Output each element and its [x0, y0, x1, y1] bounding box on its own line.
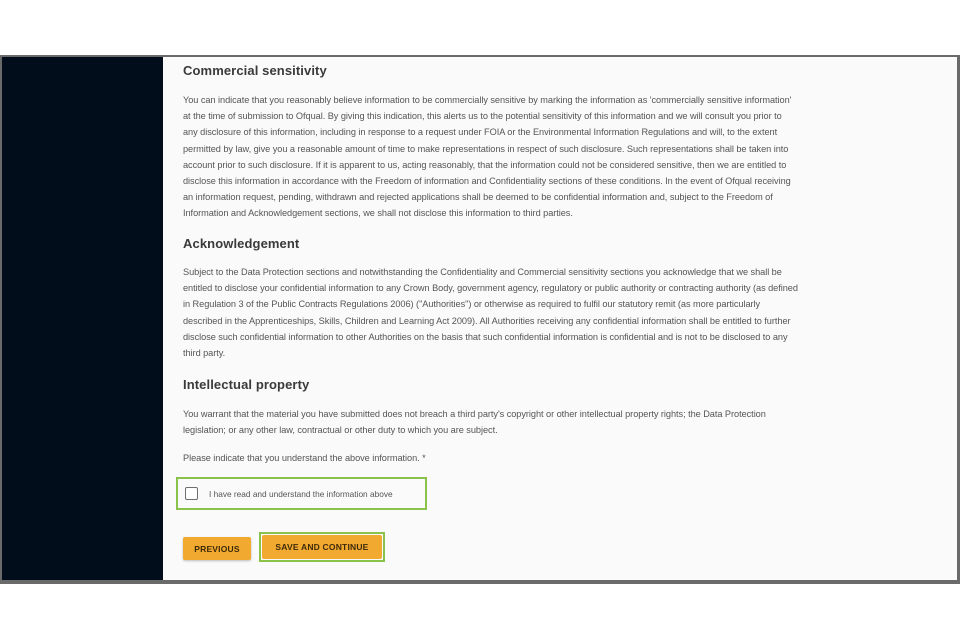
- section-title-intellectual-property: Intellectual property: [183, 377, 310, 392]
- understand-checkbox-label[interactable]: I have read and understand the information above: [209, 488, 393, 499]
- text-line: You can indicate that you reasonably believe information to be commercially sensitive by marking the information as 'commercially sensitive information': [183, 95, 792, 105]
- text-line: any disclosure of this information, including in response to a request under FOIA or the Environmental Information Regulations and will, to the extent: [183, 127, 778, 138]
- understand-prompt: [183, 450, 943, 466]
- text-line: Information and Acknowledgement sections, we shall not disclose this information to third parties.: [183, 208, 573, 219]
- section-body-acknowledgement: [183, 264, 943, 361]
- text-line: an information request, pending, withdrawn and rejected applications shall be deemed to be confidential information and, subject to the Freedom of: [183, 192, 773, 203]
- text-line: Subject to the Data Protection sections and notwithstanding the Confidentiality and Commercial sensitivity sections you acknowledge that we shall be: [183, 267, 782, 277]
- sidebar: [2, 57, 163, 580]
- text-line: disclose this information in accordance with the Freedom of information and Confidentiality sections of these conditions. In the event of Ofqual receiving: [183, 176, 791, 187]
- section-title-acknowledgement: Acknowledgement: [183, 236, 300, 251]
- text-line: at the time of submission to Ofqual. By giving this indication, this alerts us to the potential sensitivity of this information and we will consult you prior to: [183, 111, 782, 122]
- save-and-continue-button[interactable]: SAVE AND CONTINUE: [262, 535, 382, 559]
- section-body-intellectual-property: [183, 406, 943, 438]
- text-line: in Regulation 3 of the Public Contracts Regulations 2006) ("Authorities") or otherwise as required to fulfil our statutory remit (as more particularly: [183, 299, 761, 310]
- understand-checkbox[interactable]: [185, 487, 198, 500]
- text-line: entitled to disclose your confidential information to any Crown Body, government agency, regulatory or public authority or contracting authority (as defined: [183, 283, 798, 294]
- text-line: described in the Apprenticeships, Skills, Children and Learning Act 2009). All Authorities receiving any confidential information shall be entitled to further: [183, 315, 791, 326]
- section-title-commercial-sensitivity: Commercial sensitivity: [183, 63, 327, 78]
- prompt-text: Please indicate that you understand the above information. *: [183, 453, 426, 463]
- main-content: [163, 57, 957, 580]
- text-line: third party.: [183, 348, 226, 359]
- text-line: permitted by law, give you a reasonable amount of time to make representations in respect of such disclosure. Such representations shall be taken into: [183, 143, 789, 154]
- text-line: legislation; or any other law, contractual or other duty to which you are subject.: [183, 425, 498, 436]
- text-line: disclose such confidential information to other Authorities on the basis that such confidential information is confidential and is not to be disclosed to any: [183, 331, 788, 342]
- text-line: account prior to such disclosure. If it is apparent to us, acting reasonably, that the information could not be considered sensitive, then we are entitled to: [183, 159, 787, 170]
- understand-checkbox-row[interactable]: [176, 477, 427, 510]
- text-line: You warrant that the material you have submitted does not breach a third party's copyright or other intellectual property rights; the Data Protection: [183, 409, 766, 419]
- previous-button[interactable]: PREVIOUS: [183, 537, 251, 560]
- screenshot-frame: [0, 55, 960, 584]
- section-body-commercial-sensitivity: [183, 92, 943, 222]
